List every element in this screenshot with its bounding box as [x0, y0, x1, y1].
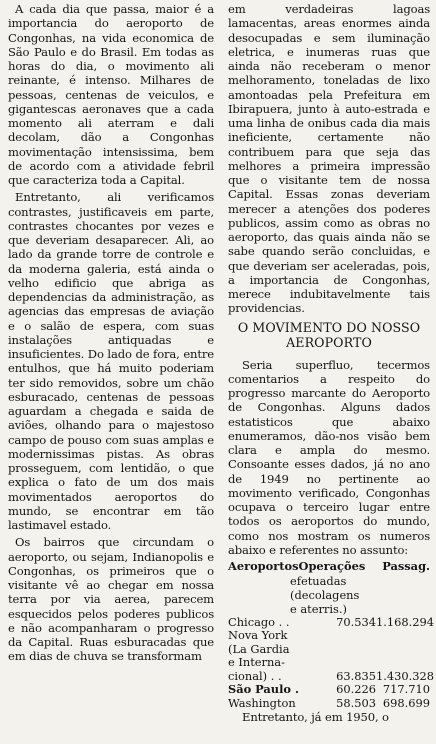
- article-paragraph: A cada dia que passa, maior é a importancia do aeroporto de Congonhas, na vida economica de São Paulo e do Brasil. Em todas as horas do dia, o movimento ali reinante, é intenso. Milhares de pessoas, centenas de veiculos, e gigantescas aeronaves que a cada momento ali aterram e dali decolam, dão a Congonhas movimentação intensissima, bem de acordo com a atividade febril que caracteriza toda a Capital.: [8, 2, 214, 187]
- stats-passengers-value: 1.430.328: [376, 668, 434, 683]
- stats-header-passengers: Passag.: [382, 559, 430, 573]
- article-paragraph: Entretanto, ali verificamos contrastes, justificaveis em parte, contrastes chocantes por vezes e que deveriam desaparecer. Ali, ao lado da grande torre de controle e da moderna galeria, está ainda o velho edificio que abriga as dependencias da administração, as agencias das empresas de aviação e o salão de espera, com suas instalações antiquadas e insuficientes. Do lado de fora, entre entulhos, que há muito poderiam ter sido removidos, sobre um chão esburacado, centenas de pessoas aguardam a chegada e saida de aviões, olhando para o majestoso campo de pouso com suas amplas e modernissimas pistas. As obras prosseguem, com lentidão, o que explica o fato de um dos mais movimentados aeroportos do mundo, se encontrar em tão lastimavel estado.: [8, 190, 214, 532]
- stats-header-sub: [228, 574, 430, 616]
- stats-operations-value: 60.226: [336, 682, 376, 696]
- stats-passengers-value: 717.710: [382, 682, 430, 696]
- article-paragraph: Os bairros que circundam o aeroporto, ou sejam, Indianopolis e Congonhas, os primeiros que o visitante vê ao chegar em nossa terra por via aerea, parecem esquecidos pelos poderes publicos e não acompanharam o progresso da Capital. Ruas esburacadas que em dias de chuva se transformam: [8, 535, 214, 664]
- stats-airport-name-line: São Paulo .: [228, 682, 299, 696]
- stats-airport-name-line: Nova York: [228, 628, 288, 642]
- stats-airport-name-line: cional) . .: [228, 668, 282, 683]
- stats-airport-name-line: Chicago . .: [228, 614, 290, 629]
- article-paragraph: em verdadeiras lagoas lamacentas, areas enormes ainda desocupadas e sem iluminação eletrica, e inumeras ruas que ainda não receberam o menor melhoramento, toneladas de lixo amontoadas pela Prefeitura em Ibirapuera, junto à auto-estrada e uma linha de onibus cada dia mais ineficiente, certamente não contribuem para que seja das melhores a primeira impressão que o visitante tem de nossa Capital. Essas zonas deveriam merecer a atenções dos poderes publicos, assim como as obras no aeroporto, das quais ainda não se sabe quando serão concluidas, e que deveriam ser aceleradas, pois, a importancia de Congonhas, merece indubitavelmente tais providencias.: [228, 2, 430, 316]
- right-column: [228, 2, 434, 727]
- stats-header: [228, 560, 430, 574]
- article-paragraph: Seria superfluo, tecermos comentarios a respeito do progresso marcante do Aeroporto de Congonhas. Alguns dados estatisticos que abaixo enumeramos, dão-nos visão bem clara e ampla do mesmo. Consoante esses dados, já no ano de 1949 no pertinente ao movimento verificado, Congonhas ocupava o terceiro lugar entre todos os aeroportos do mundo, como nos mostram os numeros abaixo e referentes no assunto:: [228, 357, 430, 557]
- stats-operations-value: 58.503: [336, 695, 376, 710]
- stats-header-operations: Operações: [298, 559, 366, 573]
- stats-operations-value: 63.835: [336, 668, 376, 683]
- article-closing-line: Entretanto, já em 1950, o: [242, 710, 389, 724]
- stats-header-sub-line: e aterris.): [290, 601, 347, 616]
- stats-row: [228, 683, 430, 697]
- stats-airport-name-line: Washington: [228, 695, 296, 710]
- stats-header-sub-line: (decolagens: [290, 587, 360, 602]
- stats-header-airports: Aeroportos: [228, 559, 299, 573]
- stats-header-sub-line: efetuadas: [290, 573, 347, 588]
- stats-passengers-value: 698.699: [382, 695, 430, 710]
- stats-row: [228, 697, 430, 711]
- stats-row: [228, 614, 434, 630]
- stats-airport-name: [228, 629, 330, 683]
- stats-airport-name: [228, 683, 330, 697]
- stats-operations-value: 70.534: [336, 614, 376, 629]
- stats-row: [228, 628, 434, 683]
- stats-airport-name: [228, 697, 330, 711]
- airport-statistics-table: [228, 559, 434, 710]
- stats-airport-name-line: e Interna-: [228, 655, 285, 669]
- stats-airport-name-line: (La Gardia: [228, 641, 290, 656]
- section-heading: O MOVIMENTO DO NOSSO AEROPORTO: [237, 319, 421, 350]
- left-column: [8, 2, 214, 667]
- stats-airport-name: [228, 616, 330, 630]
- stats-passengers-value: 1.168.294: [376, 614, 434, 629]
